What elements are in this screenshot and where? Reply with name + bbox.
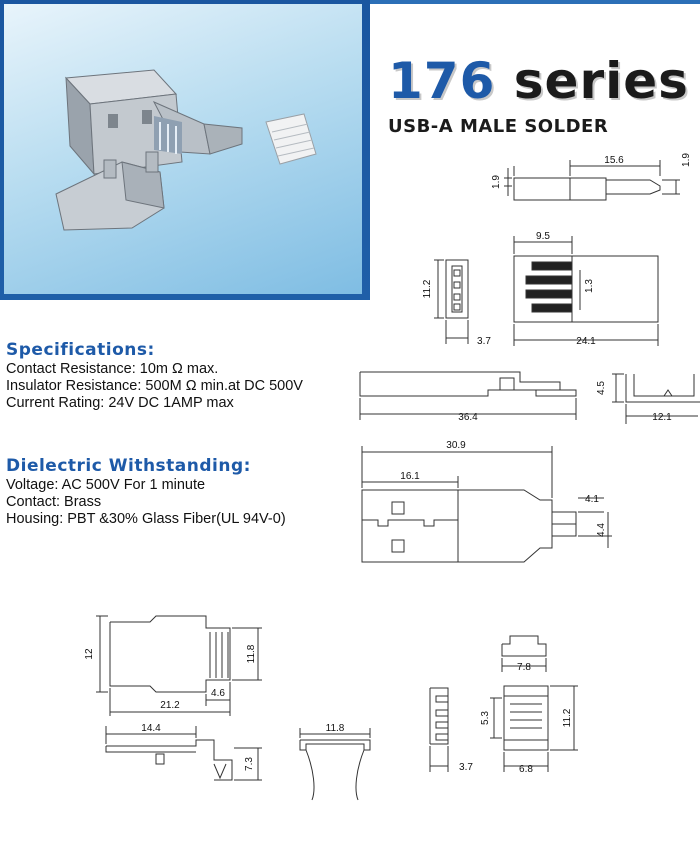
spec-line-current-rating: Current Rating: 24V DC 1AMP max: [6, 395, 234, 411]
dim-label-5-3: 5.3: [480, 711, 491, 725]
dim-label-7-8: 7.8: [517, 662, 531, 673]
dim-label-9-5: 9.5: [536, 231, 550, 242]
dim-label-21-2: 21.2: [160, 700, 180, 711]
dim-label-12-1: 12.1: [652, 412, 672, 423]
dim-label-1-9-right: 1.9: [681, 153, 692, 167]
drawing-insulator-end-view: [434, 260, 468, 344]
dielectric-line-voltage: Voltage: AC 500V For 1 minute: [6, 477, 206, 493]
dim-label-4-1: 4.1: [585, 494, 599, 505]
drawing-side-view-top: [504, 160, 680, 200]
dim-label-11-8-a: 11.8: [246, 644, 257, 664]
spec-line-insulator-resistance: Insulator Resistance: 500M Ω min.at DC 500V: [6, 378, 303, 394]
dim-label-4-4: 4.4: [596, 523, 607, 537]
dim-label-3-7-b: 3.7: [459, 762, 473, 773]
dim-label-24-1: 24.1: [576, 336, 596, 347]
dim-label-3-7-a: 3.7: [477, 336, 491, 347]
dim-label-11-2-a: 11.2: [422, 279, 433, 299]
dim-label-7-3: 7.3: [244, 757, 255, 771]
dim-label-11-2-b: 11.2: [562, 708, 573, 728]
dielectric-line-contact: Contact: Brass: [6, 494, 102, 510]
dim-label-4-5: 4.5: [596, 381, 607, 395]
dim-label-1-9-left: 1.9: [491, 175, 502, 189]
dim-label-6-8: 6.8: [519, 764, 533, 775]
dim-label-1-3: 1.3: [584, 279, 595, 293]
drawing-insulator-front-view: [490, 686, 578, 772]
specifications-heading: Specifications:: [6, 340, 155, 360]
dim-label-14-4: 14.4: [141, 723, 161, 734]
dim-label-4-6: 4.6: [211, 688, 225, 699]
dim-label-36-4: 36.4: [458, 412, 478, 423]
series-number: 176: [388, 52, 496, 110]
dim-label-16-1: 16.1: [400, 471, 420, 482]
series-word: series: [513, 52, 689, 110]
spec-line-contact-resistance: Contact Resistance: 10m Ω max.: [6, 361, 219, 377]
dim-label-12: 12: [84, 648, 95, 660]
dim-label-11-8-b: 11.8: [325, 723, 345, 734]
dim-label-15-6: 15.6: [604, 155, 624, 166]
drawing-shell-end-view: [300, 728, 370, 800]
dielectric-line-housing: Housing: PBT &30% Glass Fiber(UL 94V-0): [6, 511, 286, 527]
dielectric-heading: Dielectric Withstanding:: [6, 456, 251, 476]
drawing-shell-side-view: [106, 726, 262, 780]
drawing-insulator-side-view: [430, 688, 448, 772]
drawing-assembled-side-view: [362, 446, 612, 562]
product-subtitle: USB-A MALE SOLDER: [388, 116, 609, 137]
dim-label-30-9: 30.9: [446, 440, 466, 451]
